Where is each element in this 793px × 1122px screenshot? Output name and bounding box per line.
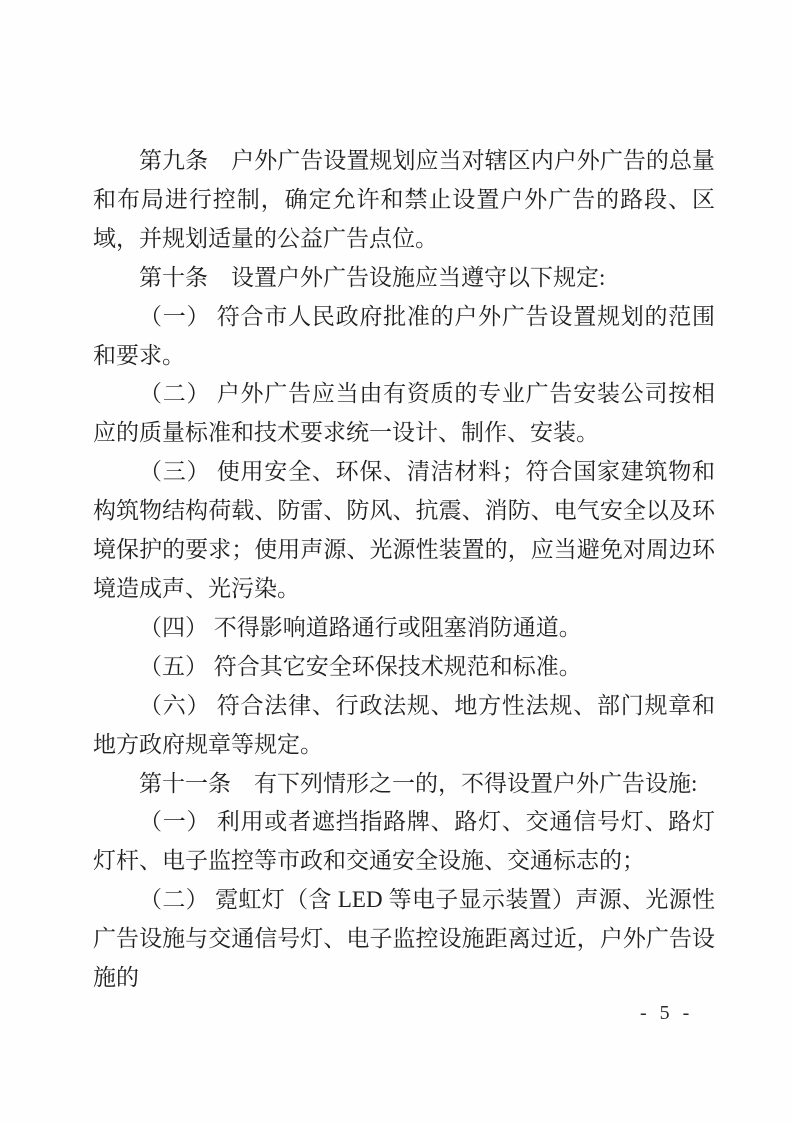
paragraph-article-11-item1: （一） 利用或者遮挡指路牌、路灯、交通信号灯、路灯灯杆、电子监控等市政和交通安全设施、交通标志的； [93, 809, 715, 874]
paragraph-article-11-item2: （二） 霓虹灯（含 LED 等电子显示装置）声源、光源性广告设施与交通信号灯、电子监控设施距离过近，户外广告设施的 [93, 887, 715, 991]
paragraph-article-10-item5: （五） 符合其它安全环保技术规范和标准。 [139, 653, 582, 679]
page-number: - 5 - [640, 1002, 694, 1024]
paragraph-article-10-item6: （六） 符合法律、行政法规、地方性法规、部门规章和地方政府规章等规定。 [93, 692, 715, 757]
paragraph-article-10-item3: （三） 使用安全、环保、清洁材料；符合国家建筑物和构筑物结构荷载、防雷、防风、抗震、消防、电气安全以及环境保护的要求；使用声源、光源性装置的，应当避免对周边环境造成声、光污染。 [93, 459, 715, 601]
paragraph-article-10-item1: （一） 符合市人民政府批准的户外广告设置规划的范围和要求。 [93, 303, 715, 368]
document-body [93, 142, 715, 998]
paragraph-article-9: 第九条 户外广告设置规划应当对辖区内户外广告的总量和布局进行控制，确定允许和禁止设置户外广告的路段、区域，并规划适量的公益广告点位。 [93, 148, 715, 251]
paragraph-article-10-item2: （二） 户外广告应当由有资质的专业广告安装公司按相应的质量标准和技术要求统一设计、制作、安装。 [93, 381, 715, 446]
paragraph-article-11: 第十一条 有下列情形之一的，不得设置户外广告设施: [139, 770, 698, 796]
paragraph-article-10: 第十条 设置户外广告设施应当遵守以下规定: [139, 264, 606, 290]
paragraph-article-10-item4: （四） 不得影响道路通行或阻塞消防通道。 [139, 614, 582, 640]
